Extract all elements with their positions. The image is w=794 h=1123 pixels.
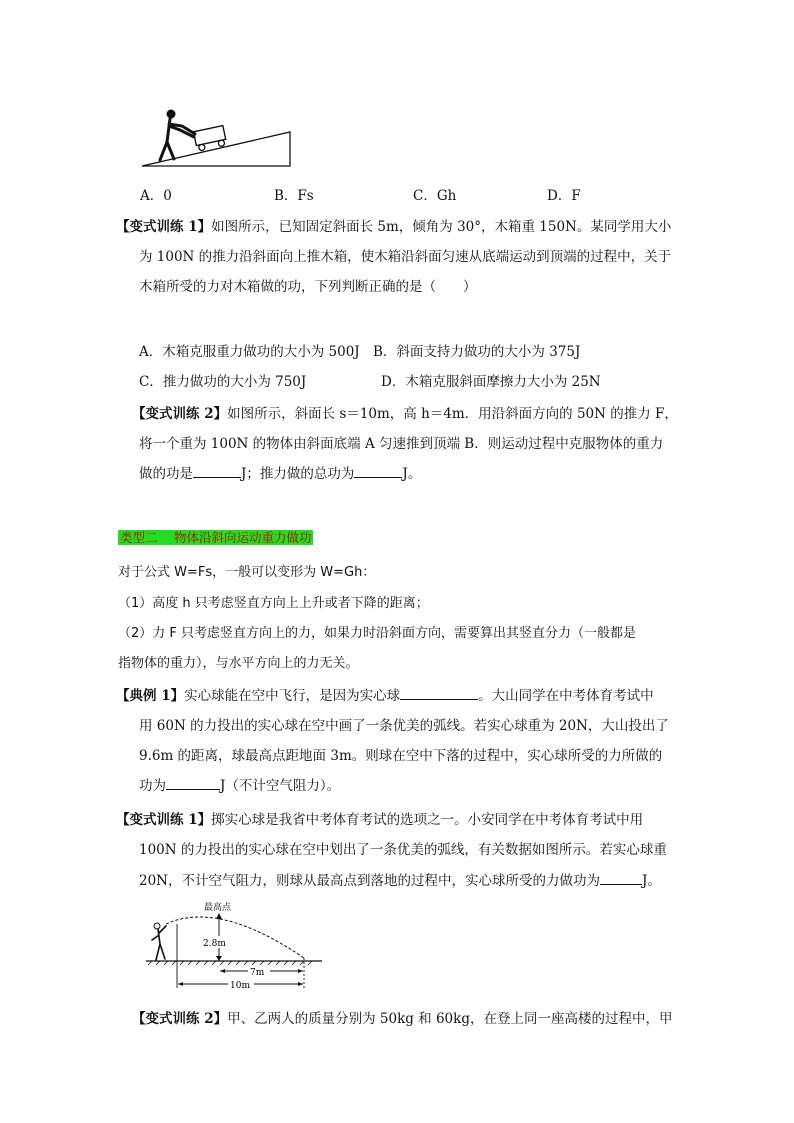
example-1-text-4b: J（不计空气阻力）。 <box>220 778 341 794</box>
type-2-heading-text: 类型二 物体沿斜向运动重力做功 <box>120 530 312 545</box>
example-1-line-2: 用 60N 的力投出的实心球在空中画了一条优美的弧线。若实心球重为 20N，大山投出了 <box>139 718 669 734</box>
option-b: B．Fs <box>274 188 314 204</box>
answer-blank[interactable] <box>354 465 402 478</box>
variant-3-line-3 <box>139 871 661 891</box>
type-2-point-1: （1）高度 h 只考虑竖直方向上上升或者下降的距离； <box>118 596 429 611</box>
variant-1-line-2: 为 100N 的推力沿斜面向上推木箱，使木箱沿斜面匀速从底端运动到顶端的过程中，关于 <box>139 249 672 265</box>
variant-1-text-1: 如图所示，已知固定斜面长 5m，倾角为 30°，木箱重 150N。某同学用大小 <box>211 219 672 235</box>
fig2-dist2-label: 10m <box>230 981 250 991</box>
option-a: A．0 <box>140 188 172 204</box>
variant-2-line-2: 将一个重为 100N 的物体由斜面底端 A 匀速推到顶端 B．则运动过程中克服物体的重力 <box>139 436 664 452</box>
variant-2-line-3 <box>139 464 421 484</box>
variant-4-bracket: 【变式训练 2】 <box>132 1011 228 1027</box>
variant-3-line-1 <box>116 810 643 830</box>
variant-1-line-1 <box>116 217 671 237</box>
variant-1-option-d: D．木箱克服斜面摩擦力大小为 25N <box>381 374 601 390</box>
variant-3-line-2: 100N 的力投出的实心球在空中划出了一条优美的弧线，有关数据如图所示。若实心球重 <box>139 842 667 858</box>
example-1-text-1a: 实心球能在空中飞行，是因为实心球 <box>184 688 401 704</box>
variant-1-option-c: C．推力做功的大小为 750J <box>139 374 307 390</box>
variant-3-text-1: 掷实心球是我省中考体育考试的选项之一。小安同学在中考体育考试中用 <box>211 812 644 828</box>
fig2-dist1-label: 7m <box>250 968 265 978</box>
example-1-line-1 <box>116 686 654 706</box>
example-1-bracket: 【典例 1】 <box>116 688 185 704</box>
variant-3-text-3b: J。 <box>642 873 661 889</box>
variant-3-bracket: 【变式训练 1】 <box>116 812 212 828</box>
type-2-heading <box>118 528 313 548</box>
variant-1-option-a: A．木箱克服重力做功的大小为 500J <box>139 344 360 360</box>
variant-2-text-3b: J；推力做的总功为 <box>241 466 355 482</box>
variant-2-text-1: 如图所示，斜面长 s＝10m，高 h＝4m．用沿斜面方向的 50N 的推力 F， <box>227 406 678 422</box>
answer-blank[interactable] <box>400 687 478 700</box>
incline-push-figure <box>138 104 298 174</box>
variant-1-option-b: B．斜面支持力做功的大小为 375J <box>373 344 581 360</box>
ball-throw-figure <box>144 902 324 992</box>
fig2-height-label: 2.8m <box>203 939 226 949</box>
type-2-intro: 对于公式 W=Fs，一般可以变形为 W=Gh： <box>118 565 376 580</box>
fig2-top-label: 最高点 <box>204 903 232 913</box>
example-1-line-3: 9.6m 的距离，球最高点距地面 3m。则球在空中下落的过程中，实心球所受的力所做的 <box>139 748 663 764</box>
variant-2-text-3c: J。 <box>402 466 422 482</box>
answer-blank[interactable] <box>193 465 241 478</box>
type-2-point-2a: （2）力 F 只考虑竖直方向上的力，如果力时沿斜面方向，需要算出其竖直分力（一般都是 <box>118 626 637 641</box>
variant-1-line-3: 木箱所受的力对木箱做的功，下列判断正确的是（ ） <box>139 279 477 295</box>
variant-2-text-3a: 做的功是 <box>139 466 193 482</box>
type-2-point-2b: 指物体的重力），与水平方向上的力无关。 <box>118 656 359 671</box>
option-d: D．F <box>547 188 581 204</box>
variant-4-line-1 <box>132 1009 672 1029</box>
answer-blank[interactable] <box>600 872 642 885</box>
variant-4-text-1: 甲、乙两人的质量分别为 50kg 和 60kg，在登上同一座高楼的过程中，甲 <box>227 1011 673 1027</box>
example-1-text-1b: 。大山同学在中考体育考试中 <box>478 688 654 704</box>
variant-1-bracket: 【变式训练 1】 <box>116 219 212 235</box>
answer-blank[interactable] <box>166 777 220 790</box>
variant-2-bracket: 【变式训练 2】 <box>132 406 228 422</box>
variant-2-line-1 <box>132 404 678 424</box>
variant-3-text-3a: 20N，不计空气阻力，则球从最高点到落地的过程中，实心球所受的力做功为 <box>139 873 600 889</box>
option-c: C．Gh <box>413 188 457 204</box>
example-1-text-4a: 功为 <box>139 778 166 794</box>
example-1-line-4 <box>139 776 340 796</box>
